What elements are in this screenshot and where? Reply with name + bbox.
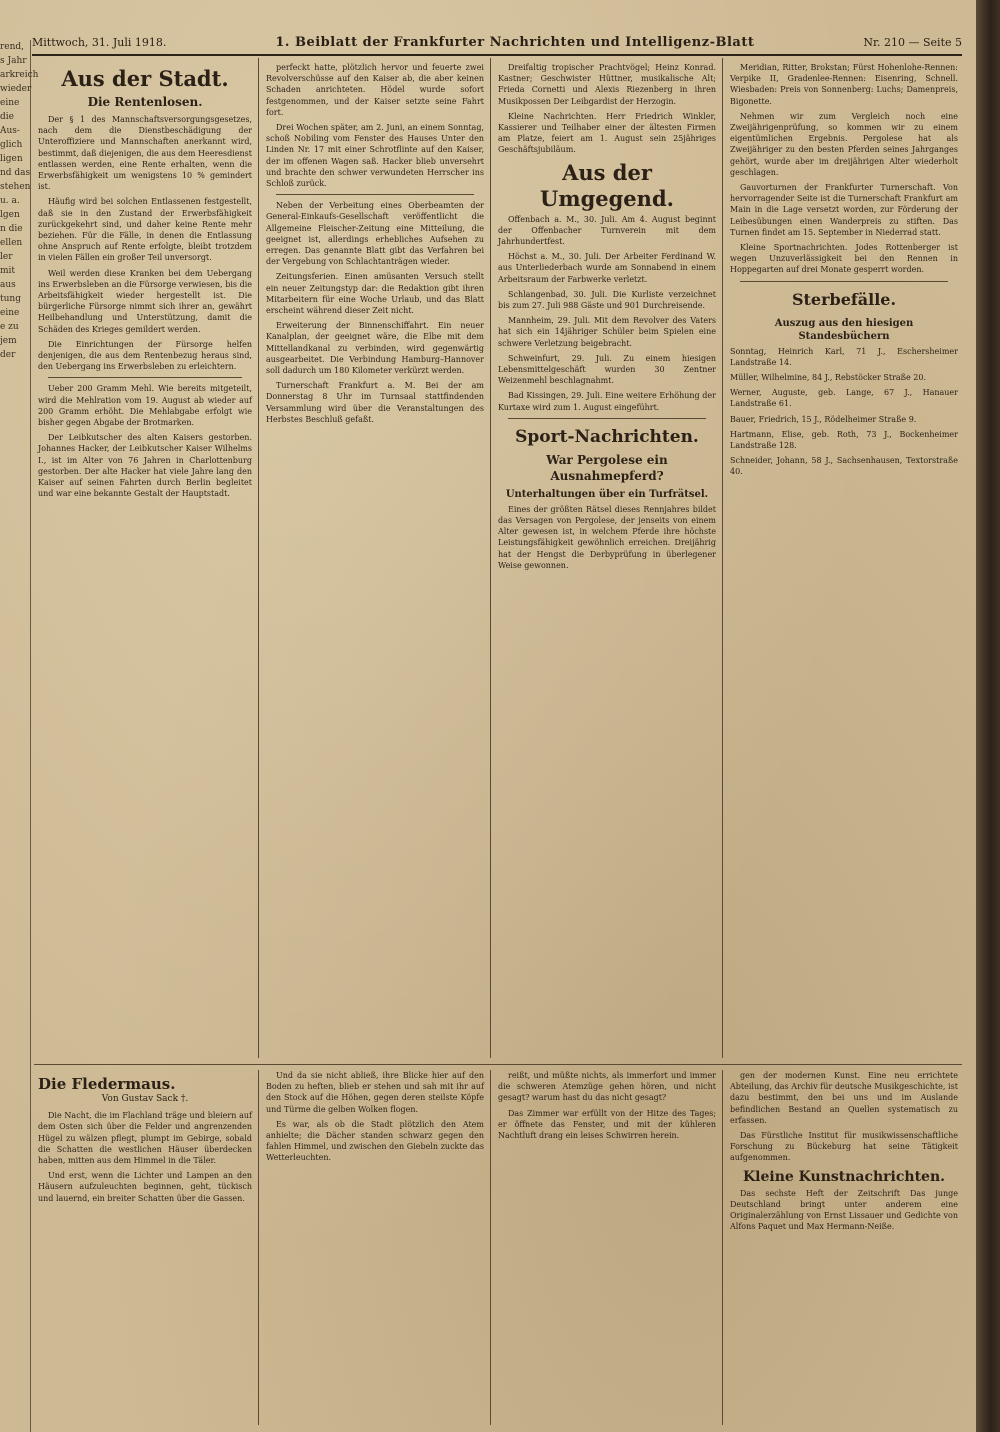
news-item: Erweiterung der Binnenschiffahrt. Ein neuer Kanalplan, der geeignet wäre, die Elbe mit dem Mittellandkanal zu verbinden, wird gegenwärtig ausgearbeitet. Die Verbindung Hamburg–Hannover soll dadurch um 180 Kilometer verkürzt werden. bbox=[266, 321, 484, 376]
edge-fragment: stehen bbox=[0, 182, 31, 192]
paragraph: Meridian, Ritter, Brokstan; Fürst Hohenlohe-Rennen: Verpike II, Gradenlee-Rennen: Eisenring, Schnell. Wiesbaden: Preis von Sonnenberg: Luchs; Damenpreis, Bigonette. bbox=[730, 63, 958, 106]
previous-page-edge bbox=[0, 40, 39, 1432]
edge-fragment: die bbox=[0, 112, 14, 122]
feuilleton-column-3 bbox=[494, 1070, 720, 1425]
edge-fragment: ler bbox=[0, 252, 13, 262]
separator bbox=[48, 377, 242, 378]
news-item: Schlangenbad, 30. Juli. Die Kurliste verzeichnet bis zum 27. Juli 988 Gäste und 901 Durchreisende. bbox=[498, 289, 716, 311]
column-rule bbox=[490, 58, 491, 1058]
paragraph: gen der modernen Kunst. Eine neu errichtete Abteilung, das Archiv für deutsche Musikgeschichte, ist dazu bestimmt, den bei uns und im Auslande befindlichen Bestand an Quellen systematisch zu erfassen. bbox=[730, 1071, 958, 1125]
article-title-pergolese: War Pergolese ein Ausnahmepferd? bbox=[546, 452, 668, 483]
news-item: Ueber 200 Gramm Mehl. Wie bereits mitgeteilt, wird die Mehlration vom 19. August ab wieder auf 200 Gramm erhöht. Die Mehlabgabe erfolgt wie bisher gegen Abgabe der Brotmarken. bbox=[38, 384, 252, 428]
paragraph: perfeckt hatte, plötzlich hervor und feuerte zwei Revolverschüsse auf den Kaiser ab, die aber keinen Schaden anrichteten. Hödel wurde sofort festgenommen, und der Kaiser setzte seine Fahrt fort. bbox=[266, 63, 484, 117]
article-title-rentenlosen: Die Rentenlosen. bbox=[87, 95, 203, 109]
paragraph: reißt, und müßte nichts, als immerfort und immer die schweren Atemzüge gehen hören, und nicht gesagt? warum hast du das nicht gesagt? bbox=[498, 1071, 716, 1103]
horizontal-rule bbox=[34, 1064, 962, 1065]
edge-fragment: e zu bbox=[0, 322, 19, 332]
list-item: Müller, Wilhelmine, 84 J., Rebstöcker Straße 20. bbox=[730, 373, 927, 383]
masthead-title: 1. Beiblatt der Frankfurter Nachrichten und Intelligenz-Blatt bbox=[275, 34, 755, 50]
list-item: Schneider, Johann, 58 J., Sachsenhausen, Textorstraße 40. bbox=[730, 456, 958, 477]
news-item: Schweinfurt, 29. Juli. Zu einem hiesigen Lebensmittelgeschäft wurden 30 Zentner Weizenmehl beschlagnahmt. bbox=[498, 353, 716, 386]
news-item: Offenbach a. M., 30. Juli. Am 4. August beginnt der Offenbacher Turnverein mit dem Jahrhundertfest. bbox=[498, 214, 716, 247]
separator bbox=[740, 281, 948, 282]
separator bbox=[276, 194, 474, 195]
masthead bbox=[32, 30, 962, 56]
news-item: Höchst a. M., 30. Juli. Der Arbeiter Ferdinand W. aus Unterliederbach wurde am Sonnabend in einem Arbeitsraum der Farbwerke verletzt. bbox=[498, 252, 716, 284]
edge-fragment: ligen bbox=[0, 154, 23, 164]
edge-fragment: jem bbox=[0, 336, 17, 346]
edge-fragment: nd das bbox=[0, 168, 31, 178]
paragraph: Es war, als ob die Stadt plötzlich den Atem anhielte; die Dächer standen schwarz gegen den fahlen Himmel, und zwischen den Giebeln zuckte das Wetterleuchten. bbox=[266, 1119, 484, 1163]
news-item: Neben der Verbeitung eines Oberbeamten der General-Einkaufs-Gesellschaft veröffentlicht die Allgemeine Fleischer-Zeitung eine Mitteilung, die geeignet ist, allerdings erhebliches Aufsehen zu erregen. Das genannte Blatt gibt das Verfahren bei der Vergebung von Schlachtanträgen wieder. bbox=[266, 201, 484, 267]
paragraph: Weil werden diese Kranken bei dem Uebergang ins Erwerbsleben an die Fürsorge verwiesen, bis die Arbeitsfähigkeit wieder hergestellt ist. Die bürgerliche Fürsorge nimmt sich ihrer an, gewährt Heilbehandlung und Unterstützung, damit die Schäden des Krieges gemildert werden. bbox=[38, 268, 252, 334]
list-item: Bauer, Friedrich, 15 J., Rödelheimer Straße 9. bbox=[730, 414, 917, 424]
edge-fragment: Aus- bbox=[0, 126, 20, 136]
section-title-sport: Sport-Nachrichten. bbox=[515, 426, 699, 447]
paragraph: Nehmen wir zum Vergleich noch eine Zweijährigenprüfung, so kommen wir zu einem eigentümlichen Ergebnis. Pergolese hat als Zweijähriger zu den besten Pferden seines Jahrganges gehört, wurde aber im dreijährigen Alter wiederholt geschlagen. bbox=[730, 111, 958, 177]
paragraph: Der § 1 des Mannschaftsversorgungsgesetzes, nach dem die Dienstbeschädigung der Unteroffiziere und Mannschaften anerkannt wird, bestimmt, daß diejenigen, die aus dem Heeresdienst entlassen werden, eine Rente erhalten, wenn die Erwerbsfähigkeit um wenigstens 10 % gemindert ist. bbox=[38, 115, 252, 192]
column-rule bbox=[722, 1070, 723, 1425]
paragraph: Und erst, wenn die Lichter und Lampen an den Häusern aufzuleuchten beginnen, geht, tückisch und lauernd, ein breiter Schatten über die Gassen. bbox=[38, 1171, 252, 1203]
edge-fragment: n die bbox=[0, 224, 23, 234]
column-4 bbox=[726, 62, 962, 1058]
column-rule bbox=[722, 58, 723, 1058]
paragraph: Das Zimmer war erfüllt von der Hitze des Tages; er öffnete das Fenster, und mit der kühleren Nachtluft drang ein leises Schwirren herein. bbox=[498, 1108, 716, 1141]
edge-fragment: ellen bbox=[0, 238, 23, 248]
list-item: Hartmann, Elise, geb. Roth, 73 J., Bockenheimer Landstraße 128. bbox=[730, 429, 958, 451]
list-item: Werner, Auguste, geb. Lange, 67 J., Hanauer Landstraße 61. bbox=[730, 388, 958, 409]
paragraph: Eines der größten Rätsel dieses Rennjahres bildet das Versagen von Pergolese, der jenseits von einem Alter gewesen ist, in welchem Pferde ihre höchste Leistungsfähigkeit gewöhnlich erreichen. Dreijährig hat der Hengst die Derbyprüfung in überlegener Weise gewonnen. bbox=[498, 504, 716, 570]
masthead-issue: Nr. 210 — Seite 5 bbox=[863, 35, 962, 49]
column-2 bbox=[262, 62, 488, 1058]
column-rule bbox=[258, 58, 259, 1058]
edge-fragment: lgen bbox=[0, 210, 20, 220]
feuilleton-byline: Von Gustav Sack †. bbox=[101, 1094, 189, 1104]
edge-fragment: rend, bbox=[0, 42, 25, 52]
death-notices-list bbox=[730, 346, 958, 478]
section-title-stadt: Aus der Stadt. bbox=[61, 66, 229, 91]
news-item: Das sechste Heft der Zeitschrift Das junge Deutschland bringt unter anderem eine Originalerzählung von Ernst Lissauer und Gedichte von Alfons Paquet und Max Hermann-Neiße. bbox=[730, 1188, 958, 1232]
bottom-column-4 bbox=[726, 1070, 962, 1425]
edge-fragment: wieder bbox=[0, 84, 32, 94]
paragraph: Die Einrichtungen der Fürsorge helfen denjenigen, die aus dem Rentenbezug heraus sind, den Uebergang ins Erwerbsleben zu erleichtern. bbox=[38, 339, 252, 372]
edge-fragment: eine bbox=[0, 98, 20, 108]
feuilleton-column-1 bbox=[34, 1070, 256, 1425]
news-item: Mannheim, 29. Juli. Mit dem Revolver des Vaters hat sich ein 14jähriger Schüler beim Spielen eine schwere Verletzung beigebracht. bbox=[498, 316, 716, 348]
column-rule bbox=[258, 1070, 259, 1425]
edge-fragment: s Jahr bbox=[0, 56, 27, 66]
news-item: Gauvorturnen der Frankfurter Turnerschaft. Von hervorragender Seite ist die Turnerschaft Frankfurt am Main in die Lage versetzt worden, zur Förderung der Leibesübungen einen Wanderpreis zu stiften. Das Turnen findet am 15. September in Niederrad statt. bbox=[730, 183, 958, 237]
news-item: Der Leibkutscher des alten Kaisers gestorben. Johannes Hacker, der Leibkutscher Kaiser Wilhelms I., ist im Alter von 76 Jahren in Charlottenburg gestorben. Der alte Hacker hat viele Jahre lang den Kaiser auf seinen Fahrten durch Berlin begleitet und war eine bekannte Gestalt der Hauptstadt. bbox=[38, 433, 252, 499]
news-item: Bad Kissingen, 29. Juli. Eine weitere Erhöhung der Kurtaxe wird zum 1. August eingeführt. bbox=[498, 391, 716, 412]
article-subtitle: Auszug aus den hiesigen Standesbüchern bbox=[774, 317, 914, 342]
paragraph: Häufig wird bei solchen Entlassenen festgestellt, daß sie in den Zustand der Erwerbsfähigkeit zurückgekehrt sind, und daher keine Rente mehr beziehen. Für die Fälle, in denen die Entlassung ohne Anspruch auf Rente erfolgte, bleibt trotzdem in vielen Fällen ein großer Teil unversorgt. bbox=[38, 197, 252, 263]
edge-fragment: arkreich bbox=[0, 70, 39, 80]
separator bbox=[508, 418, 706, 419]
book-binding bbox=[976, 0, 1000, 1432]
edge-fragment: eine bbox=[0, 308, 20, 318]
paragraph: Das Fürstliche Institut für musikwissenschaftliche Forschung zu Bückeburg hat seine Tätigkeit aufgenommen. bbox=[730, 1131, 958, 1163]
paragraph: Die Nacht, die im Flachland träge und bleiern auf dem Osten sich über die Felder und angrenzenden Hügel zu wälzen pflegt, plumpt im Gebirge, sobald die Schatten die westlichen Häuser überdecken haben, mitten aus dem Himmel in die Täler. bbox=[38, 1111, 252, 1166]
edge-fragment: u. a. bbox=[0, 196, 20, 206]
masthead-date: Mittwoch, 31. Juli 1918. bbox=[32, 35, 167, 49]
column-rule bbox=[490, 1070, 491, 1425]
feuilleton-title: Die Fledermaus. bbox=[38, 1075, 176, 1093]
paragraph: Drei Wochen später, am 2. Juni, an einem Sonntag, schoß Nobiling vom Fenster des Hauses Unter den Linden Nr. 17 mit einer Schrotflinte auf den Kaiser, der im offenen Wagen saß. Hacker blieb unversehrt und brachte den schwer verwundeten Herrscher ins Schloß zurück. bbox=[266, 123, 484, 189]
paragraph: Und da sie nicht abließ, ihre Blicke hier auf den Boden zu heften, blieb er stehen und sah mit ihr auf den Stock auf die Höhen, gegen deren steilste Köpfe und Türme die gelben Wolken flogen. bbox=[266, 1071, 484, 1114]
edge-fragment: aus bbox=[0, 280, 16, 290]
edge-fragment: tung bbox=[0, 294, 21, 304]
edge-fragment: glich bbox=[0, 140, 23, 150]
column-1 bbox=[34, 62, 256, 1058]
paragraph: Kleine Nachrichten. Herr Friedrich Winkler, Kassierer und Teilhaber einer der ältesten Firmen am Platze, feiert am 1. August sein 25jähriges Geschäftsjubiläum. bbox=[498, 111, 716, 155]
article-subtitle: Unterhaltungen über ein Turfrätsel. bbox=[505, 488, 709, 500]
edge-fragment: mit bbox=[0, 266, 16, 276]
column-3 bbox=[494, 62, 720, 1058]
paragraph: Dreifaltig tropischer Prachtvögel; Heinz Konrad. Kastner; Geschwister Hüttner, musikalische Alt; Frieda Cornetti und Alexis Riezenberg in ihren Musikpossen Der Leibgardist der Herzogin. bbox=[498, 63, 716, 106]
edge-fragment: der bbox=[0, 350, 16, 360]
section-title-sterbefaelle: Sterbefälle. bbox=[791, 289, 897, 309]
section-title-kunstnachrichten: Kleine Kunstnachrichten. bbox=[742, 1168, 945, 1185]
news-item: Zeitungsferien. Einen amüsanten Versuch stellt ein neuer Zeitungstyp dar: die Redaktion gibt ihren Mitarbeitern für eine Woche Urlaub, und das Blatt erscheint während dieser Zeit nicht. bbox=[266, 272, 484, 316]
feuilleton-column-2 bbox=[262, 1070, 488, 1425]
news-item: Turnerschaft Frankfurt a. M. Bei der am Donnerstag 8 Uhr im Turnsaal stattfindenden Versammlung wird über die Veranstaltungen des Herbstes Beschluß gefaßt. bbox=[266, 381, 484, 424]
news-item: Kleine Sportnachrichten. Jodes Rottenberger ist wegen Unzuverlässigkeit bei den Rennen in Hoppegarten auf drei Monate gesperrt worden. bbox=[730, 243, 958, 275]
section-title-umgegend: Aus der Umgegend. bbox=[540, 159, 674, 211]
list-item: Sonntag, Heinrich Karl, 71 J., Eschersheimer Landstraße 14. bbox=[730, 346, 958, 367]
